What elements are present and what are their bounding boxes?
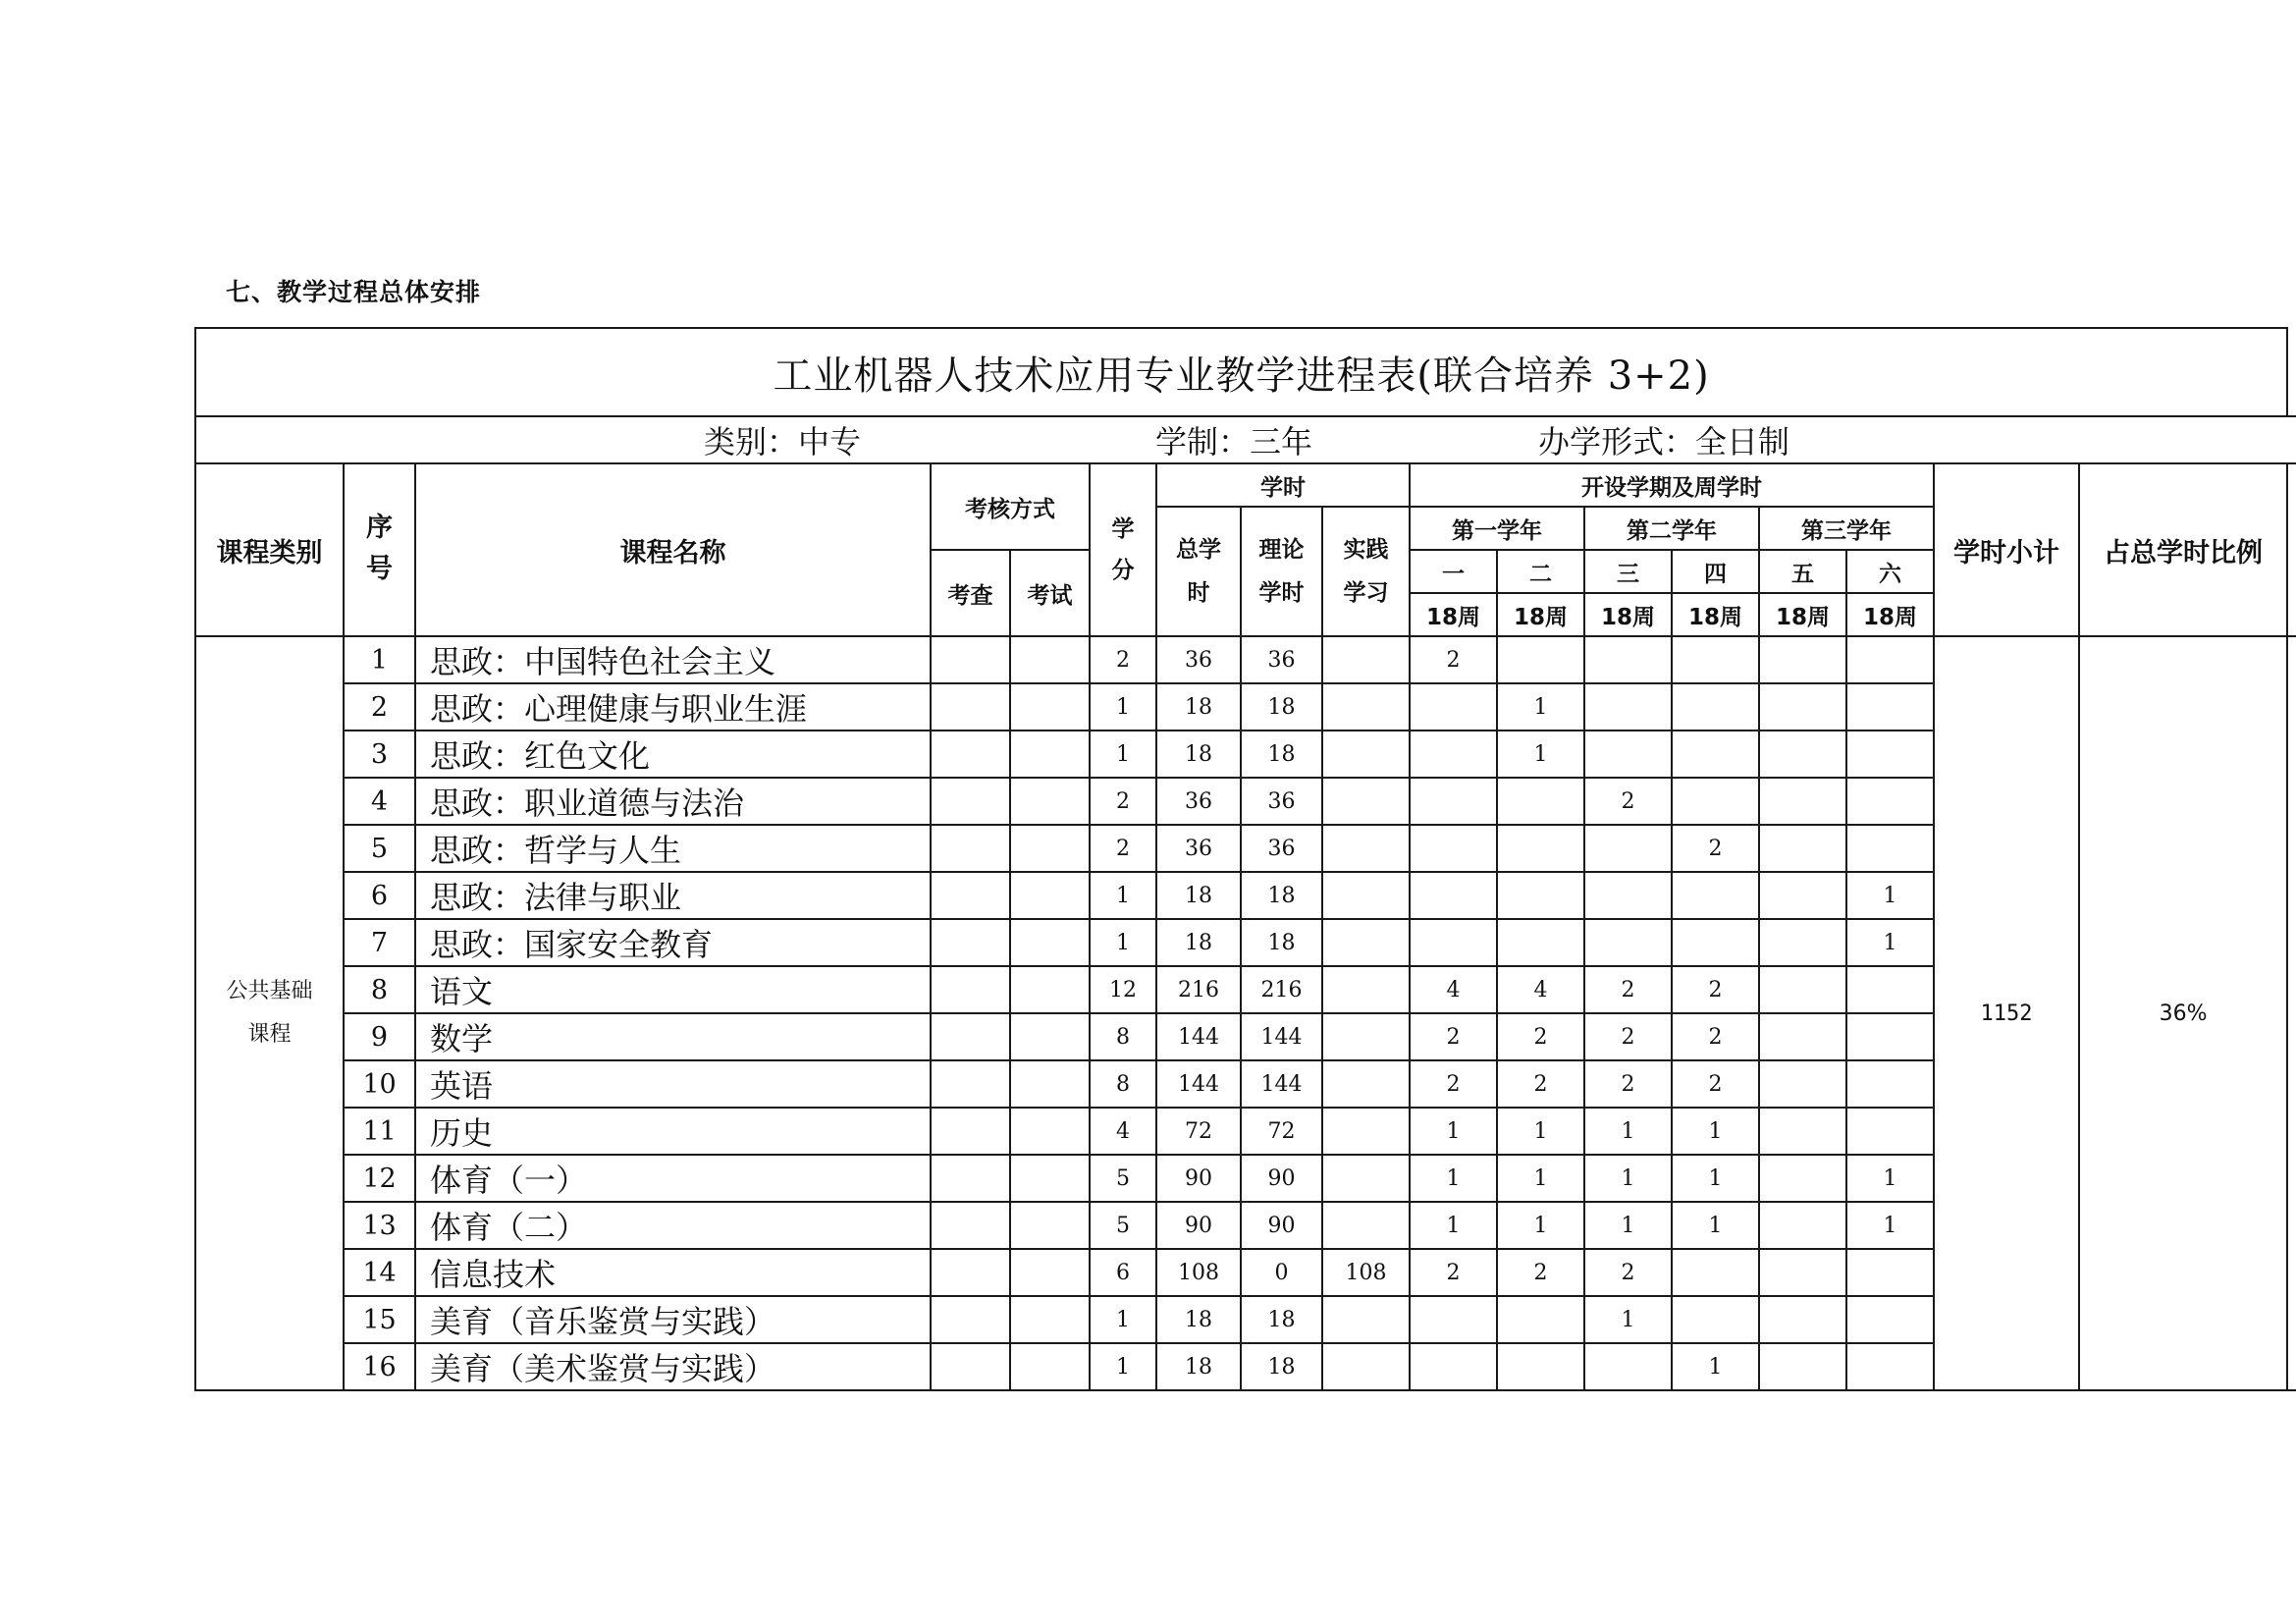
header-check: 考查 [931,550,1010,636]
course-name-cell: 思政：心理健康与职业生涯 [415,683,931,731]
term-3-cell [1584,919,1672,966]
credit-cell: 2 [1090,778,1156,825]
term-6-cell: 1 [1846,1155,1934,1202]
theory-hours-cell: 18 [1241,683,1322,731]
credit-cell: 5 [1090,1202,1156,1249]
total-hours-cell: 18 [1156,731,1241,778]
practice-hours-cell: 108 [1322,1249,1410,1296]
check-cell [931,1013,1010,1060]
total-hours-cell: 90 [1156,1202,1241,1249]
term-2-cell [1497,778,1584,825]
course-category-text: 公共基础课程 [226,979,313,1047]
exam-cell [1010,1296,1090,1343]
total-hours-cell: 144 [1156,1060,1241,1108]
course-name-cell: 思政：红色文化 [415,731,931,778]
credit-cell: 8 [1090,1013,1156,1060]
seq-cell: 3 [344,731,415,778]
course-name-cell: 思政：中国特色社会主义 [415,636,931,683]
theory-hours-cell: 18 [1241,1343,1322,1390]
theory-hours-cell: 144 [1241,1013,1322,1060]
practice-hours-cell [1322,636,1410,683]
credit-cell: 6 [1090,1249,1156,1296]
header-term-3: 三 [1584,550,1672,593]
exam-cell [1010,1013,1090,1060]
term-2-cell [1497,919,1584,966]
total-hours-cell: 18 [1156,1343,1241,1390]
credit-cell: 8 [1090,1060,1156,1108]
header-hours: 学时 [1156,463,1410,507]
header-term-6: 六 [1846,550,1934,593]
term-1-cell [1410,1343,1497,1390]
header-credit [1090,463,1156,636]
practice-hours-cell [1322,919,1410,966]
header-semester-weekly: 开设学期及周学时 [1410,463,1934,507]
seq-cell: 10 [344,1060,415,1108]
term-4-cell: 1 [1672,1202,1759,1249]
credit-cell: 4 [1090,1108,1156,1155]
term-2-cell [1497,636,1584,683]
term-3-cell [1584,1343,1672,1390]
ratio-cell: 36% [2079,636,2287,1390]
credit-cell: 1 [1090,683,1156,731]
header-theory-hours-text: 理论学时 [1258,537,1305,606]
total-hours-cell: 216 [1156,966,1241,1013]
exam-cell [1010,1202,1090,1249]
theory-hours-cell: 0 [1241,1249,1322,1296]
term-6-cell [1846,825,1934,872]
term-2-cell [1497,872,1584,919]
course-name-cell: 美育（美术鉴赏与实践） [415,1343,931,1390]
theory-hours-cell: 90 [1241,1202,1322,1249]
header-credit-text: 学分 [1111,516,1135,583]
practice-hours-cell [1322,683,1410,731]
header-year1: 第一学年 [1410,507,1584,550]
term-2-cell: 2 [1497,1249,1584,1296]
term-1-cell: 2 [1410,1060,1497,1108]
header-exam: 考试 [1010,550,1090,636]
term-1-cell [1410,825,1497,872]
term-6-cell [1846,1343,1934,1390]
seq-cell: 9 [344,1013,415,1060]
header-weeks-4: 18周 [1672,593,1759,636]
term-4-cell [1672,636,1759,683]
exam-cell [1010,683,1090,731]
term-4-cell [1672,1249,1759,1296]
theory-hours-cell: 18 [1241,872,1322,919]
course-name-cell: 历史 [415,1108,931,1155]
header-weeks-1: 18周 [1410,593,1497,636]
practice-hours-cell [1322,778,1410,825]
term-3-cell [1584,683,1672,731]
seq-cell: 7 [344,919,415,966]
seq-cell: 13 [344,1202,415,1249]
course-name-cell: 思政：哲学与人生 [415,825,931,872]
exam-cell [1010,1249,1090,1296]
total-hours-cell: 18 [1156,919,1241,966]
check-cell [931,872,1010,919]
term-4-cell [1672,872,1759,919]
practice-hours-cell [1322,1296,1410,1343]
check-cell [931,966,1010,1013]
term-1-cell [1410,778,1497,825]
term-6-cell [1846,778,1934,825]
table-title: 工业机器人技术应用专业教学进程表(联合培养 3+2) [195,328,2287,416]
course-name-cell: 美育（音乐鉴赏与实践） [415,1296,931,1343]
term-2-cell: 1 [1497,731,1584,778]
credit-cell: 2 [1090,825,1156,872]
course-name-cell: 信息技术 [415,1249,931,1296]
total-hours-cell: 90 [1156,1155,1241,1202]
course-name-cell: 思政：法律与职业 [415,872,931,919]
header-seq [344,463,415,636]
credit-cell: 1 [1090,872,1156,919]
course-name-cell: 体育（二） [415,1202,931,1249]
teaching-plan-table [194,327,2296,1391]
term-6-cell: 1 [1846,1202,1934,1249]
check-cell [931,1202,1010,1249]
practice-hours-cell [1322,1013,1410,1060]
theory-hours-cell: 216 [1241,966,1322,1013]
meta-form: 办学形式：全日制 [1538,423,1790,460]
header-total-hours-text: 总学时 [1176,537,1221,606]
theory-hours-cell: 72 [1241,1108,1322,1155]
total-hours-cell: 72 [1156,1108,1241,1155]
total-hours-cell: 108 [1156,1249,1241,1296]
term-5-cell [1759,636,1846,683]
header-course-name: 课程名称 [415,463,931,636]
exam-cell [1010,1060,1090,1108]
term-6-cell [1846,636,1934,683]
section-heading: 七、教学过程总体安排 [226,278,482,306]
term-2-cell: 2 [1497,1060,1584,1108]
check-cell [931,1296,1010,1343]
term-1-cell: 2 [1410,636,1497,683]
term-2-cell: 1 [1497,1108,1584,1155]
meta-row [195,416,2296,463]
exam-cell [1010,1108,1090,1155]
practice-hours-cell [1322,731,1410,778]
term-3-cell: 2 [1584,778,1672,825]
seq-cell: 12 [344,1155,415,1202]
theory-hours-cell: 18 [1241,1296,1322,1343]
table-edge [2287,463,2296,636]
term-4-cell: 2 [1672,1060,1759,1108]
theory-hours-cell: 90 [1241,1155,1322,1202]
header-year2: 第二学年 [1584,507,1759,550]
total-hours-cell: 18 [1156,872,1241,919]
term-2-cell [1497,1296,1584,1343]
credit-cell: 1 [1090,731,1156,778]
seq-cell: 4 [344,778,415,825]
practice-hours-cell [1322,825,1410,872]
header-assessment: 考核方式 [931,463,1090,550]
exam-cell [1010,731,1090,778]
term-3-cell: 1 [1584,1202,1672,1249]
credit-cell: 1 [1090,1296,1156,1343]
term-5-cell [1759,683,1846,731]
term-6-cell [1846,1108,1934,1155]
term-3-cell: 2 [1584,966,1672,1013]
total-hours-cell: 36 [1156,825,1241,872]
exam-cell [1010,872,1090,919]
term-4-cell [1672,778,1759,825]
seq-cell: 15 [344,1296,415,1343]
check-cell [931,1249,1010,1296]
term-6-cell [1846,731,1934,778]
header-term-5: 五 [1759,550,1846,593]
header-weeks-3: 18周 [1584,593,1672,636]
term-2-cell [1497,1343,1584,1390]
seq-cell: 1 [344,636,415,683]
check-cell [931,825,1010,872]
term-1-cell [1410,919,1497,966]
course-name-cell: 英语 [415,1060,931,1108]
meta-duration: 学制：三年 [1155,423,1313,460]
term-4-cell: 1 [1672,1108,1759,1155]
check-cell [931,683,1010,731]
subtotal-cell: 1152 [1934,636,2079,1390]
total-hours-cell: 36 [1156,636,1241,683]
term-5-cell [1759,919,1846,966]
term-3-cell: 2 [1584,1249,1672,1296]
term-1-cell [1410,683,1497,731]
theory-hours-cell: 144 [1241,1060,1322,1108]
header-theory-hours [1241,507,1322,636]
header-weeks-2: 18周 [1497,593,1584,636]
seq-cell: 2 [344,683,415,731]
term-4-cell [1672,919,1759,966]
seq-cell: 6 [344,872,415,919]
term-5-cell [1759,1249,1846,1296]
course-name-cell: 数学 [415,1013,931,1060]
seq-cell: 16 [344,1343,415,1390]
term-2-cell: 2 [1497,1013,1584,1060]
total-hours-cell: 18 [1156,1296,1241,1343]
term-1-cell [1410,1296,1497,1343]
term-5-cell [1759,1343,1846,1390]
term-4-cell [1672,1296,1759,1343]
course-category-cell [195,636,344,1390]
credit-cell: 2 [1090,636,1156,683]
header-weeks-5: 18周 [1759,593,1846,636]
table-row [195,636,2296,683]
theory-hours-cell: 36 [1241,636,1322,683]
header-term-2: 二 [1497,550,1584,593]
table-edge [2287,328,2296,416]
term-3-cell [1584,731,1672,778]
exam-cell [1010,966,1090,1013]
term-6-cell: 1 [1846,872,1934,919]
theory-hours-cell: 36 [1241,825,1322,872]
term-4-cell: 2 [1672,825,1759,872]
term-5-cell [1759,966,1846,1013]
seq-cell: 11 [344,1108,415,1155]
exam-cell [1010,636,1090,683]
term-1-cell: 1 [1410,1108,1497,1155]
practice-hours-cell [1322,1343,1410,1390]
term-6-cell [1846,1013,1934,1060]
check-cell [931,1343,1010,1390]
course-name-cell: 思政：职业道德与法治 [415,778,931,825]
term-5-cell [1759,778,1846,825]
course-name-cell: 思政：国家安全教育 [415,919,931,966]
header-term-1: 一 [1410,550,1497,593]
term-1-cell [1410,872,1497,919]
exam-cell [1010,1343,1090,1390]
check-cell [931,1155,1010,1202]
term-5-cell [1759,1202,1846,1249]
theory-hours-cell: 18 [1241,731,1322,778]
practice-hours-cell [1322,1202,1410,1249]
check-cell [931,1108,1010,1155]
term-5-cell [1759,1060,1846,1108]
header-practice-hours-text: 实践学习 [1343,537,1389,606]
credit-cell: 5 [1090,1155,1156,1202]
term-3-cell: 2 [1584,1060,1672,1108]
term-3-cell: 1 [1584,1108,1672,1155]
term-2-cell: 1 [1497,1155,1584,1202]
term-3-cell: 1 [1584,1155,1672,1202]
practice-hours-cell [1322,1060,1410,1108]
term-5-cell [1759,731,1846,778]
header-ratio: 占总学时比例 [2079,463,2287,636]
term-2-cell: 1 [1497,683,1584,731]
term-1-cell: 2 [1410,1013,1497,1060]
check-cell [931,919,1010,966]
term-3-cell: 2 [1584,1013,1672,1060]
term-1-cell: 1 [1410,1155,1497,1202]
check-cell [931,636,1010,683]
term-5-cell [1759,1155,1846,1202]
term-3-cell [1584,872,1672,919]
course-name-cell: 语文 [415,966,931,1013]
practice-hours-cell [1322,872,1410,919]
seq-cell: 5 [344,825,415,872]
exam-cell [1010,778,1090,825]
term-3-cell: 1 [1584,1296,1672,1343]
term-6-cell: 1 [1846,919,1934,966]
practice-hours-cell [1322,1108,1410,1155]
term-3-cell [1584,636,1672,683]
term-6-cell [1846,1060,1934,1108]
term-6-cell [1846,683,1934,731]
header-practice-hours [1322,507,1410,636]
term-4-cell: 1 [1672,1343,1759,1390]
check-cell [931,778,1010,825]
term-4-cell [1672,731,1759,778]
seq-cell: 8 [344,966,415,1013]
term-4-cell: 2 [1672,1013,1759,1060]
seq-cell: 14 [344,1249,415,1296]
term-5-cell [1759,1296,1846,1343]
term-4-cell [1672,683,1759,731]
header-subtotal: 学时小计 [1934,463,2079,636]
term-3-cell [1584,825,1672,872]
header-year3: 第三学年 [1759,507,1934,550]
practice-hours-cell [1322,1155,1410,1202]
term-6-cell [1846,1296,1934,1343]
table-edge [2287,636,2296,1390]
credit-cell: 12 [1090,966,1156,1013]
practice-hours-cell [1322,966,1410,1013]
term-5-cell [1759,872,1846,919]
term-2-cell [1497,825,1584,872]
term-6-cell [1846,1249,1934,1296]
exam-cell [1010,825,1090,872]
term-1-cell: 2 [1410,1249,1497,1296]
credit-cell: 1 [1090,919,1156,966]
term-6-cell [1846,966,1934,1013]
term-2-cell: 4 [1497,966,1584,1013]
total-hours-cell: 18 [1156,683,1241,731]
total-hours-cell: 144 [1156,1013,1241,1060]
header-term-4: 四 [1672,550,1759,593]
term-5-cell [1759,1013,1846,1060]
header-weeks-6: 18周 [1846,593,1934,636]
check-cell [931,731,1010,778]
header-seq-text: 序号 [366,513,393,584]
term-1-cell: 1 [1410,1202,1497,1249]
term-2-cell: 1 [1497,1202,1584,1249]
header-course-category: 课程类别 [195,463,344,636]
credit-cell: 1 [1090,1343,1156,1390]
total-hours-cell: 36 [1156,778,1241,825]
header-total-hours [1156,507,1241,636]
theory-hours-cell: 36 [1241,778,1322,825]
check-cell [931,1060,1010,1108]
term-1-cell [1410,731,1497,778]
theory-hours-cell: 18 [1241,919,1322,966]
meta-category: 类别：中专 [704,423,862,460]
term-4-cell: 2 [1672,966,1759,1013]
term-4-cell: 1 [1672,1155,1759,1202]
exam-cell [1010,1155,1090,1202]
course-name-cell: 体育（一） [415,1155,931,1202]
exam-cell [1010,919,1090,966]
term-5-cell [1759,825,1846,872]
term-1-cell: 4 [1410,966,1497,1013]
term-5-cell [1759,1108,1846,1155]
